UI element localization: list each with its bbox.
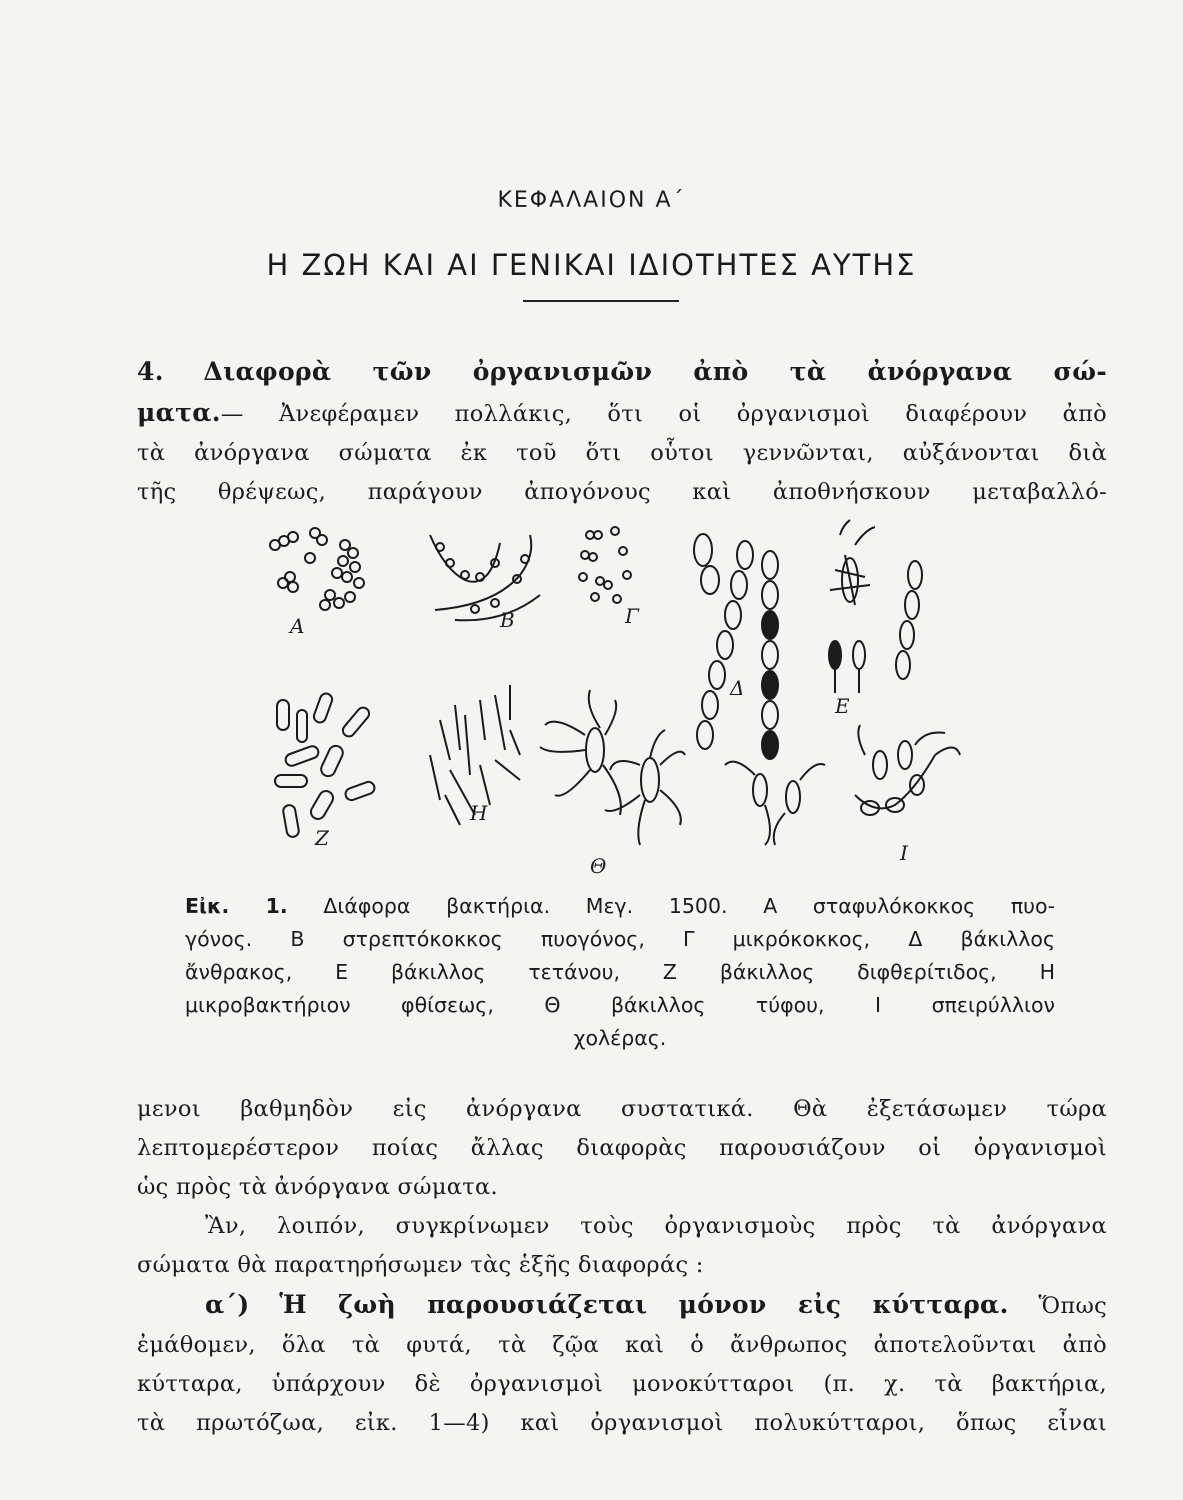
chapter-heading: ΚΕΦΑΛΑΙΟΝ Α΄: [497, 188, 686, 213]
figure-label-g: Γ: [625, 604, 639, 628]
section-intro: [137, 352, 1107, 512]
text-line: Ἂν, λοιπόν, συγκρίνωμεν τοὺς ὀργανισμοὺς πρὸς τὰ ἀνόργανα: [205, 1213, 1107, 1239]
text-line: ὡς πρὸς τὰ ἀνόργανα σώματα.: [137, 1174, 498, 1200]
subsection-heading: Ἡ ζωὴ παρουσιάζεται μόνον εἰς κύτταρα.: [279, 1290, 1009, 1319]
streptococcus-drawing: [430, 535, 540, 620]
bacteria-figure: [255, 515, 990, 885]
subsection-heading-line: [137, 1285, 1107, 1326]
section-number: 4.: [137, 357, 164, 386]
caption-line: γόνος. Β στρεπτόκοκκος πυογόνος, Γ μικρόκοκκος, Δ βάκιλλος: [185, 927, 1055, 951]
text-line: τὰ ἀνόργανα σώματα ἐκ τοῦ ὅτι οὗτοι γεννῶνται, αὐξάνονται διὰ: [137, 440, 1107, 466]
figure-label-th: Θ: [590, 854, 607, 878]
subsection-marker: α΄): [205, 1290, 250, 1319]
anthrax-drawing: [694, 534, 778, 759]
figure-caption: [185, 890, 1055, 1055]
figure-label-e: Ε: [835, 694, 850, 718]
text-line: τῆς θρέψεως, παράγουν ἀπογόνους καὶ ἀποθνήσκουν μεταβαλλό-: [137, 479, 1107, 505]
section-heading-end: ματα.: [137, 398, 221, 427]
text-run: Ὅπως: [1038, 1293, 1108, 1319]
text-line: μενοι βαθμηδὸν εἰς ἀνόργανα συστατικά. Θὰ ἐξετάσωμεν τώρα: [137, 1096, 1107, 1122]
figure-label-d: Δ: [730, 676, 745, 700]
text-line: ἐμάθομεν, ὅλα τὰ φυτά, τὰ ζῷα καὶ ὁ ἄνθρωπος ἀποτελοῦνται ἀπὸ: [137, 1332, 1107, 1358]
text-line: κύτταρα, ὑπάρχουν δὲ ὀργανισμοὶ μονοκύτταροι (π. χ. τὰ βακτήρια,: [137, 1371, 1107, 1397]
figure-label-z: Ζ: [315, 826, 329, 850]
figure-label-b: Β: [500, 608, 515, 632]
figure-label-i: Ι: [900, 841, 908, 865]
section-heading-line: [137, 352, 1107, 393]
staphylococcus-drawing: [270, 528, 364, 610]
tetanus-drawing: [829, 520, 922, 693]
text-line: σώματα θὰ παρατηρήσωμεν τὰς ἑξῆς διαφοράς :: [137, 1252, 704, 1278]
text-run: — Ἀνεφέραμεν πολλάκις, ὅτι οἱ ὀργανισμοὶ διαφέρουν ἀπὸ: [220, 401, 1107, 427]
caption-line: ἄνθρακος, Ε βάκιλλος τετάνου, Ζ βάκιλλος διφθερίτιδος, Η: [185, 960, 1055, 984]
title-divider: [523, 300, 679, 302]
cholera-drawing: [725, 725, 960, 845]
typhoid-drawing: [540, 690, 685, 845]
figure-label-h: Η: [470, 801, 488, 825]
body-text: [137, 1090, 1107, 1443]
diphtheria-drawing: [275, 692, 376, 838]
section-heading: Διαφορὰ τῶν ὀργανισμῶν ἀπὸ τὰ ἀνόργανα σώ-: [203, 357, 1107, 386]
caption-line: [185, 890, 1055, 923]
caption-label: Εἰκ. 1.: [185, 894, 288, 918]
text-line: τὰ πρωτόζωα, εἰκ. 1—4) καὶ ὀργανισμοὶ πολυκύτταροι, ὅπως εἶναι: [137, 1410, 1107, 1436]
chapter-title: Η ΖΩΗ ΚΑΙ ΑΙ ΓΕΝΙΚΑΙ ΙΔΙΟΤΗΤΕΣ ΑΥΤΗΣ: [266, 248, 917, 282]
text-line: λεπτομερέστερον ποίας ἄλλας διαφορὰς παρουσιάζουν οἱ ὀργανισμοὶ: [137, 1135, 1107, 1161]
caption-line: μικροβακτήριον φθίσεως, Θ βάκιλλος τύφου, Ι σπειρύλλιον: [185, 993, 1055, 1017]
text-line: [137, 393, 1107, 434]
figure-label-a: Α: [290, 614, 305, 638]
caption-line: χολέρας.: [573, 1026, 667, 1050]
micrococcus-drawing: [579, 527, 631, 603]
caption-text: Διάφορα βακτήρια. Μεγ. 1500. Α σταφυλόκοκκος πυο-: [323, 894, 1055, 918]
